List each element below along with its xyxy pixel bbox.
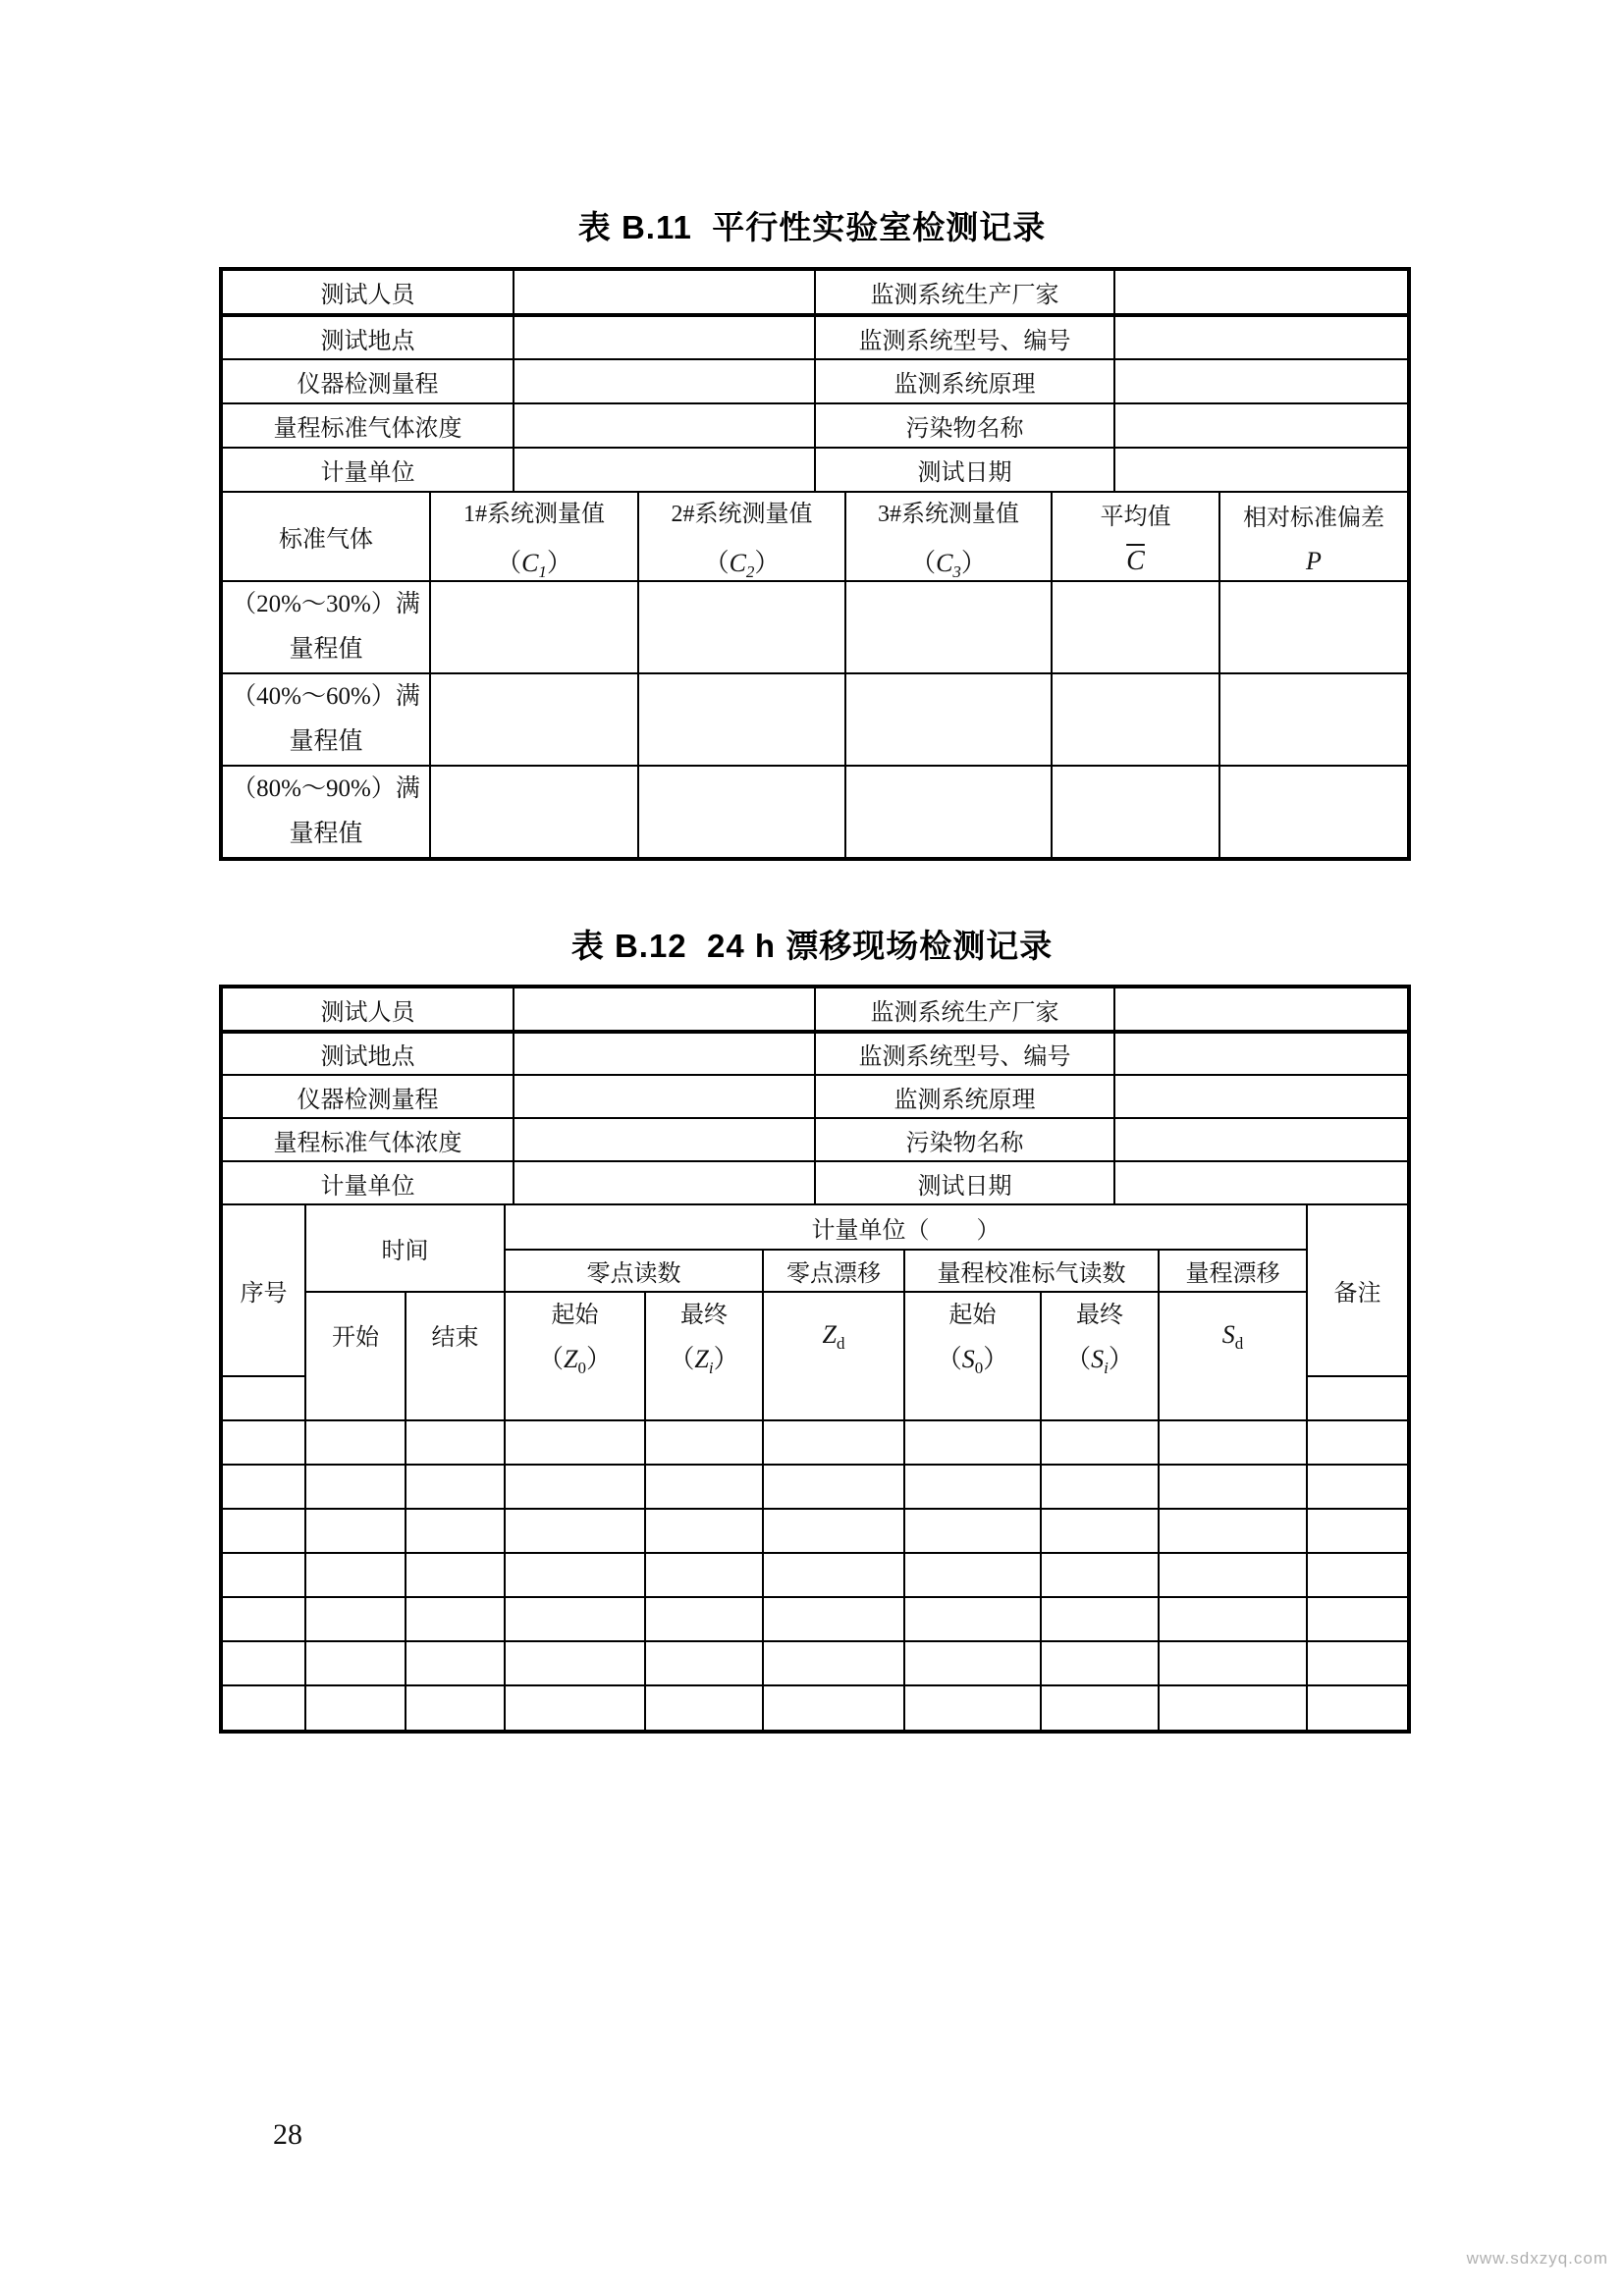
drift-data-cell xyxy=(1159,1509,1307,1553)
table-b12-info xyxy=(223,988,1407,1205)
info-value-cell xyxy=(514,1161,815,1204)
drift-data-cell xyxy=(223,1597,305,1641)
drift-data-cell xyxy=(904,1509,1041,1553)
info-row xyxy=(223,315,1407,359)
info-label-cell: 监测系统型号、编号 xyxy=(815,1032,1114,1075)
info-row xyxy=(223,359,1407,403)
info-row xyxy=(223,1161,1407,1204)
header-zi: 最终 $(Z_i)$ xyxy=(645,1292,763,1376)
info-label-cell: 测试人员 xyxy=(223,988,514,1032)
range-label-cell: （40%～60%）满 量程值 xyxy=(223,673,430,766)
drift-data-cell xyxy=(505,1420,645,1465)
table-row-range-40-60 xyxy=(223,673,1407,766)
drift-data-cell xyxy=(305,1509,406,1553)
page-number: 28 xyxy=(273,2118,302,2151)
info-label-cell: 测试日期 xyxy=(815,1161,1114,1204)
formula-z0: $(Z_0)$ xyxy=(538,1344,612,1376)
drift-data-cell xyxy=(505,1685,645,1730)
drift-data-cell xyxy=(904,1465,1041,1509)
drift-data-cell xyxy=(1307,1685,1407,1730)
drift-data-cell xyxy=(763,1553,904,1597)
drift-data-cell xyxy=(505,1597,645,1641)
drift-data-cell xyxy=(223,1465,305,1509)
info-label-cell: 监测系统生产厂家 xyxy=(815,988,1114,1032)
table-row-range-20-30 xyxy=(223,581,1407,673)
drift-data-cell xyxy=(763,1376,904,1420)
table-b12-header-row-3 xyxy=(223,1292,1407,1376)
drift-data-cell xyxy=(645,1376,763,1420)
drift-data-cell xyxy=(645,1597,763,1641)
drift-data-cell xyxy=(763,1509,904,1553)
info-value-cell xyxy=(514,403,815,448)
info-label-cell: 污染物名称 xyxy=(815,1118,1114,1161)
header-sys-measure-3 xyxy=(845,493,1052,581)
formula-sd: $S_d$ xyxy=(1221,1319,1244,1353)
drift-data-cell xyxy=(223,1685,305,1730)
info-value-cell xyxy=(1114,271,1407,315)
drift-data-cell xyxy=(406,1465,505,1509)
header-rsd xyxy=(1219,493,1407,581)
drift-data-cell xyxy=(1041,1641,1159,1685)
drift-data-row xyxy=(223,1509,1407,1553)
formula-c-mean: $\overline{C}$ xyxy=(1126,545,1145,576)
drift-data-cell xyxy=(223,1420,305,1465)
header-si: 最终 $(S_i)$ xyxy=(1041,1292,1159,1376)
info-value-cell xyxy=(1114,403,1407,448)
drift-data-cell xyxy=(1041,1597,1159,1641)
data-cell xyxy=(1052,581,1219,673)
drift-data-cell xyxy=(505,1465,645,1509)
header-seq: 序号 xyxy=(223,1205,305,1376)
drift-data-cell xyxy=(1307,1509,1407,1553)
data-cell xyxy=(430,766,638,857)
info-label-cell: 计量单位 xyxy=(223,448,514,492)
data-cell xyxy=(638,581,845,673)
header-sys-measure-2 xyxy=(638,493,845,581)
drift-data-cell xyxy=(1159,1685,1307,1730)
info-label-cell: 量程标准气体浓度 xyxy=(223,403,514,448)
formula-c3: $(C_3)$ xyxy=(910,549,987,581)
info-label-cell: 仪器检测量程 xyxy=(223,359,514,403)
drift-data-cell xyxy=(645,1465,763,1509)
header-z0: 起始 $(Z_0)$ xyxy=(505,1292,645,1376)
drift-data-cell xyxy=(1307,1420,1407,1465)
info-row xyxy=(223,1075,1407,1118)
drift-data-cell xyxy=(904,1597,1041,1641)
drift-data-cell xyxy=(904,1685,1041,1730)
data-cell xyxy=(1219,766,1407,857)
table-b11-grid xyxy=(223,493,1407,857)
table-b12 xyxy=(219,985,1411,1734)
drift-data-cell xyxy=(1307,1553,1407,1597)
drift-data-cell xyxy=(645,1553,763,1597)
drift-data-cell xyxy=(406,1641,505,1685)
table-row-range-80-90 xyxy=(223,766,1407,857)
formula-p: P xyxy=(1306,546,1322,575)
info-label-cell: 仪器检测量程 xyxy=(223,1075,514,1118)
drift-data-cell xyxy=(305,1553,406,1597)
table-b12-title: 表 B.12 24 h 漂移现场检测记录 xyxy=(570,928,1054,964)
info-row xyxy=(223,988,1407,1032)
info-label-cell: 量程标准气体浓度 xyxy=(223,1118,514,1161)
drift-data-cell xyxy=(305,1420,406,1465)
drift-data-cell xyxy=(645,1420,763,1465)
drift-data-cell xyxy=(406,1420,505,1465)
info-label-cell: 测试日期 xyxy=(815,448,1114,492)
formula-c1: $(C_1)$ xyxy=(496,549,572,581)
formula-s0: $(S_0)$ xyxy=(936,1344,1009,1376)
table-b11-title: 表 B.11 平行性实验室检测记录 xyxy=(577,209,1047,245)
info-value-cell xyxy=(514,1032,815,1075)
header-average xyxy=(1052,493,1219,581)
data-cell xyxy=(1219,673,1407,766)
data-cell xyxy=(1052,673,1219,766)
drift-data-row xyxy=(223,1465,1407,1509)
drift-data-row xyxy=(223,1420,1407,1465)
data-cell xyxy=(1052,766,1219,857)
drift-data-cell xyxy=(305,1376,406,1420)
drift-data-cell xyxy=(763,1597,904,1641)
header-sd xyxy=(1159,1292,1307,1376)
info-row xyxy=(223,403,1407,448)
drift-data-cell xyxy=(505,1509,645,1553)
info-label-cell: 监测系统生产厂家 xyxy=(815,271,1114,315)
drift-data-cell xyxy=(904,1641,1041,1685)
info-value-cell xyxy=(514,271,815,315)
info-label-cell: 监测系统原理 xyxy=(815,359,1114,403)
header-label: 相对标准偏差 xyxy=(1243,505,1384,531)
drift-data-cell xyxy=(904,1553,1041,1597)
data-cell xyxy=(638,673,845,766)
header-remark: 备注 xyxy=(1307,1205,1407,1376)
drift-data-cell xyxy=(305,1685,406,1730)
drift-empty-rows xyxy=(223,1376,1407,1730)
header-end: 结束 xyxy=(406,1292,505,1376)
header-label: 平均值 xyxy=(1100,504,1171,530)
info-row xyxy=(223,1118,1407,1161)
data-cell xyxy=(430,581,638,673)
info-value-cell xyxy=(1114,1075,1407,1118)
info-value-cell xyxy=(1114,448,1407,492)
info-value-cell xyxy=(1114,1032,1407,1075)
data-cell xyxy=(845,673,1052,766)
info-value-cell xyxy=(1114,315,1407,359)
drift-data-cell xyxy=(406,1509,505,1553)
table-b11-header-row xyxy=(223,493,1407,581)
drift-data-cell xyxy=(1159,1465,1307,1509)
drift-data-cell xyxy=(406,1376,505,1420)
drift-data-cell xyxy=(223,1641,305,1685)
drift-data-cell xyxy=(1159,1553,1307,1597)
info-value-cell xyxy=(514,1118,815,1161)
drift-data-row xyxy=(223,1685,1407,1730)
header-unit: 计量单位（ ） xyxy=(505,1205,1307,1250)
info-label-cell: 监测系统原理 xyxy=(815,1075,1114,1118)
drift-data-cell xyxy=(305,1465,406,1509)
header-label: 1#系统测量值 xyxy=(463,502,605,527)
drift-data-row xyxy=(223,1597,1407,1641)
drift-data-cell xyxy=(1041,1376,1159,1420)
table-b12-grid xyxy=(223,1205,1407,1730)
drift-data-cell xyxy=(1159,1597,1307,1641)
drift-data-cell xyxy=(1307,1641,1407,1685)
data-cell xyxy=(430,673,638,766)
formula-zd: $Z_d$ xyxy=(822,1319,845,1353)
drift-data-row xyxy=(223,1376,1407,1420)
header-s0: 起始 $(S_0)$ xyxy=(904,1292,1041,1376)
data-cell xyxy=(1219,581,1407,673)
watermark: www.sdxzyq.com xyxy=(1466,2249,1608,2268)
header-zero-reading: 零点读数 xyxy=(505,1250,763,1292)
drift-data-cell xyxy=(1307,1465,1407,1509)
drift-data-cell xyxy=(645,1509,763,1553)
drift-data-cell xyxy=(1159,1420,1307,1465)
drift-data-row xyxy=(223,1553,1407,1597)
info-value-cell xyxy=(1114,1161,1407,1204)
info-label-cell: 测试人员 xyxy=(223,271,514,315)
header-span-drift: 量程漂移 xyxy=(1159,1250,1307,1292)
drift-data-cell xyxy=(645,1685,763,1730)
header-zero-drift: 零点漂移 xyxy=(763,1250,904,1292)
info-value-cell xyxy=(1114,1118,1407,1161)
header-time: 时间 xyxy=(305,1205,505,1292)
drift-data-cell xyxy=(1041,1420,1159,1465)
formula-zi: $(Z_i)$ xyxy=(669,1344,739,1376)
info-row xyxy=(223,1032,1407,1075)
info-row xyxy=(223,448,1407,492)
drift-data-cell xyxy=(1041,1685,1159,1730)
drift-data-cell xyxy=(763,1420,904,1465)
info-value-cell xyxy=(514,448,815,492)
drift-data-cell xyxy=(505,1641,645,1685)
data-cell xyxy=(845,766,1052,857)
header-start: 开始 xyxy=(305,1292,406,1376)
formula-si: $(S_i)$ xyxy=(1065,1344,1134,1376)
drift-data-cell xyxy=(904,1420,1041,1465)
drift-data-cell xyxy=(645,1641,763,1685)
formula-c2: $(C_2)$ xyxy=(703,549,781,581)
drift-data-cell xyxy=(1159,1641,1307,1685)
drift-data-cell xyxy=(904,1376,1041,1420)
table-b11-info xyxy=(223,271,1407,493)
info-value-cell xyxy=(514,315,815,359)
header-label: 2#系统测量值 xyxy=(671,502,813,527)
drift-data-cell xyxy=(305,1641,406,1685)
info-value-cell xyxy=(1114,988,1407,1032)
data-cell xyxy=(845,581,1052,673)
table-b12-header-row-1 xyxy=(223,1205,1407,1250)
info-label-cell: 测试地点 xyxy=(223,315,514,359)
info-label-cell: 监测系统型号、编号 xyxy=(815,315,1114,359)
info-label-cell: 污染物名称 xyxy=(815,403,1114,448)
range-label-cell: （20%～30%）满 量程值 xyxy=(223,581,430,673)
drift-data-cell xyxy=(1041,1553,1159,1597)
drift-data-cell xyxy=(406,1553,505,1597)
drift-data-row xyxy=(223,1641,1407,1685)
info-label-cell: 测试地点 xyxy=(223,1032,514,1075)
header-standard-gas: 标准气体 xyxy=(223,493,430,581)
data-cell xyxy=(638,766,845,857)
drift-data-cell xyxy=(1307,1597,1407,1641)
drift-data-cell xyxy=(763,1465,904,1509)
info-label-cell: 计量单位 xyxy=(223,1161,514,1204)
drift-data-cell xyxy=(1041,1509,1159,1553)
drift-data-cell xyxy=(1159,1376,1307,1420)
drift-data-cell xyxy=(406,1597,505,1641)
drift-data-cell xyxy=(763,1685,904,1730)
drift-data-cell xyxy=(505,1553,645,1597)
drift-data-cell xyxy=(1307,1376,1407,1420)
info-row xyxy=(223,271,1407,315)
drift-data-cell xyxy=(223,1376,305,1420)
header-label: 3#系统测量值 xyxy=(878,502,1019,527)
info-value-cell xyxy=(1114,359,1407,403)
header-span-reading: 量程校准标气读数 xyxy=(904,1250,1159,1292)
info-value-cell xyxy=(514,988,815,1032)
drift-data-cell xyxy=(1041,1465,1159,1509)
drift-data-cell xyxy=(763,1641,904,1685)
table-b11 xyxy=(219,267,1411,861)
drift-data-cell xyxy=(223,1509,305,1553)
header-zd xyxy=(763,1292,904,1376)
header-sys-measure-1 xyxy=(430,493,638,581)
drift-data-cell xyxy=(406,1685,505,1730)
range-label-cell: （80%～90%）满 量程值 xyxy=(223,766,430,857)
drift-data-cell xyxy=(305,1597,406,1641)
info-value-cell xyxy=(514,359,815,403)
info-value-cell xyxy=(514,1075,815,1118)
drift-data-cell xyxy=(505,1376,645,1420)
drift-data-cell xyxy=(223,1553,305,1597)
